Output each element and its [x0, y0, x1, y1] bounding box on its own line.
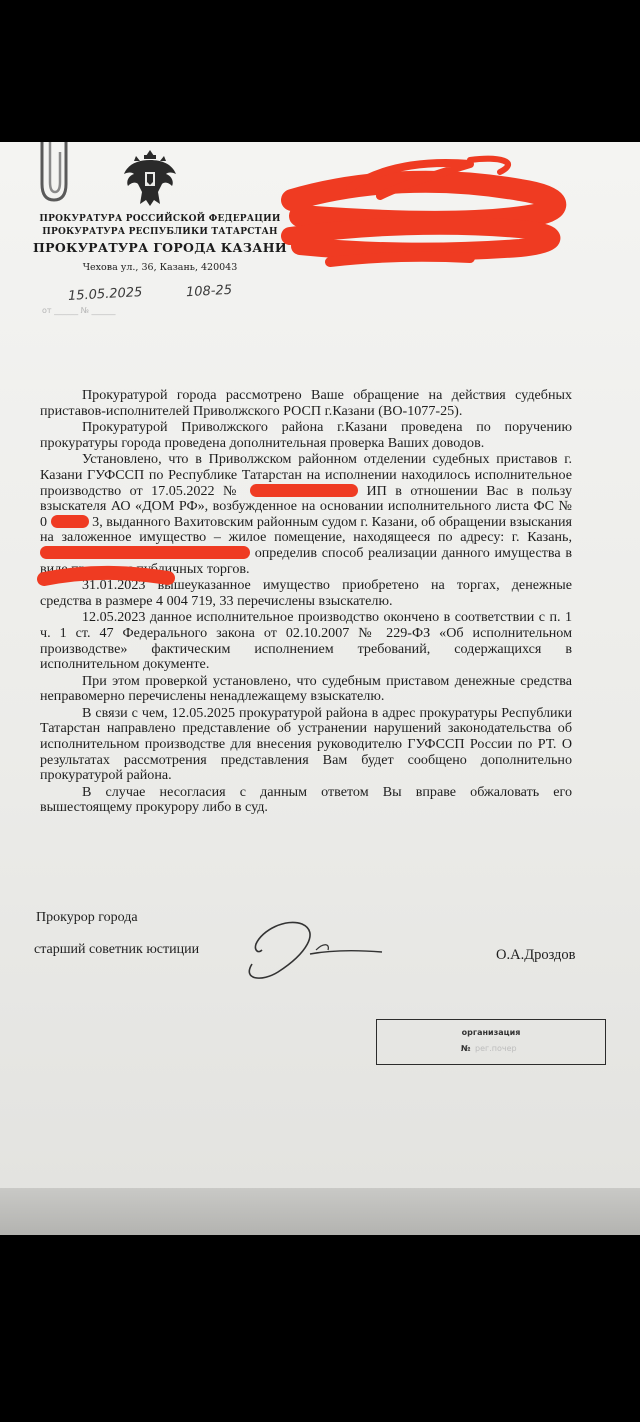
paragraph: 31.01.2023 вышеуказанное имущество приобретено на торгах, денежные средства в размере 4 004 719, 33 перечислены взыскателю. — [40, 577, 572, 609]
paragraph: В случае несогласия с данным ответом Вы вправе обжаловать его вышестоящему прокурору либо в суд. — [40, 783, 572, 816]
paragraph-text: помещение, находящееся по адресу: г. Казань, — [274, 529, 572, 546]
signatory-name: О.А.Дроздов — [496, 947, 576, 963]
signatory-rank: старший советник юстиции — [34, 942, 200, 957]
paragraph-text: определив способ реализации данного имущества в виде продажи с публичных торгов. — [40, 544, 572, 577]
handwritten-number: 108-25 — [185, 282, 233, 301]
redaction-mark — [250, 484, 358, 497]
header-line-federation: ПРОКУРАТУРА РОССИЙСКОЙ ФЕДЕРАЦИИ — [39, 214, 281, 224]
header-title: ПРОКУРАТУРА ГОРОДА КАЗАНИ — [33, 240, 287, 255]
faint-ref-line: от ______ № ______ — [42, 306, 116, 315]
letter-body — [40, 388, 572, 817]
signatory-position: Прокурор города — [36, 910, 138, 925]
header-line-republic: ПРОКУРАТУРА РЕСПУБЛИКИ ТАТАРСТАН — [42, 227, 278, 237]
paragraph: В связи с чем, 12.05.2025 прокуратурой района в адрес прокуратуры Республики Татарстан направлено представление об устранении нарушений законодательства об исполнительном производстве для внесения руководителю ГУФССП России по РТ. О результатах рассмотрения представления Вам будет сообщено дополнительно прокуратурой района. — [40, 704, 572, 784]
paragraph — [40, 452, 572, 577]
redaction-mark — [40, 546, 250, 559]
coat-of-arms-emblem — [118, 146, 182, 210]
stamp-number-sign: № — [461, 1044, 471, 1053]
stamp-faint-text: рег.почер — [475, 1044, 517, 1053]
registration-stamp — [376, 1019, 606, 1065]
paragraph-text: 3, выданного Вахитовским районным судом г. Казани, об обращении взыскания на заложенное имущество – жилое — [40, 513, 573, 546]
paragraph: Прокуратурой Приволжского района г.Казани проведена по поручению прокуратуры города проведена дополнительная проверка Ваших доводов. — [40, 419, 572, 451]
redaction-mark — [51, 515, 89, 528]
stamp-label: организация — [461, 1028, 521, 1037]
paragraph-text: ИП в отношении Вас в пользу взыскателя АО «ДОМ РФ», возбужденное на основании исполнительного листа ФС № 0 — [40, 482, 572, 530]
header-address: Чехова ул., 36, Казань, 420043 — [82, 262, 238, 273]
paragraph: Прокуратурой города рассмотрено Ваше обращение на действия судебных приставов-исполнителей Приволжского РОСП г.Казани (ВО-1077-25). — [40, 387, 572, 419]
paragraph: При этом проверкой установлено, что судебным приставом денежные средства неправомерно перечислены ненадлежащему взыскателю. — [40, 672, 572, 705]
paragraph-text: Установлено, что в Приволжском районном отделении судебных приставов г. Казани ГУФССП по Республике Татарстан на исполнении находилось исполнительное производство от 17.05.2022 № — [40, 451, 572, 499]
paragraph: 12.05.2023 данное исполнительное производство окончено в соответствии с п. 1 ч. 1 ст. 47 Федерального закона от 02.10.2007 № 229-ФЗ «Об исполнительном производстве» фактическим исполнением требований, содержащихся в исполнительном документе. — [40, 609, 572, 673]
paper-bottom-edge — [0, 1188, 640, 1235]
handwritten-date: 15.05.2025 — [67, 285, 143, 304]
paper-clip-icon — [22, 142, 82, 202]
handwritten-signature — [232, 910, 392, 990]
